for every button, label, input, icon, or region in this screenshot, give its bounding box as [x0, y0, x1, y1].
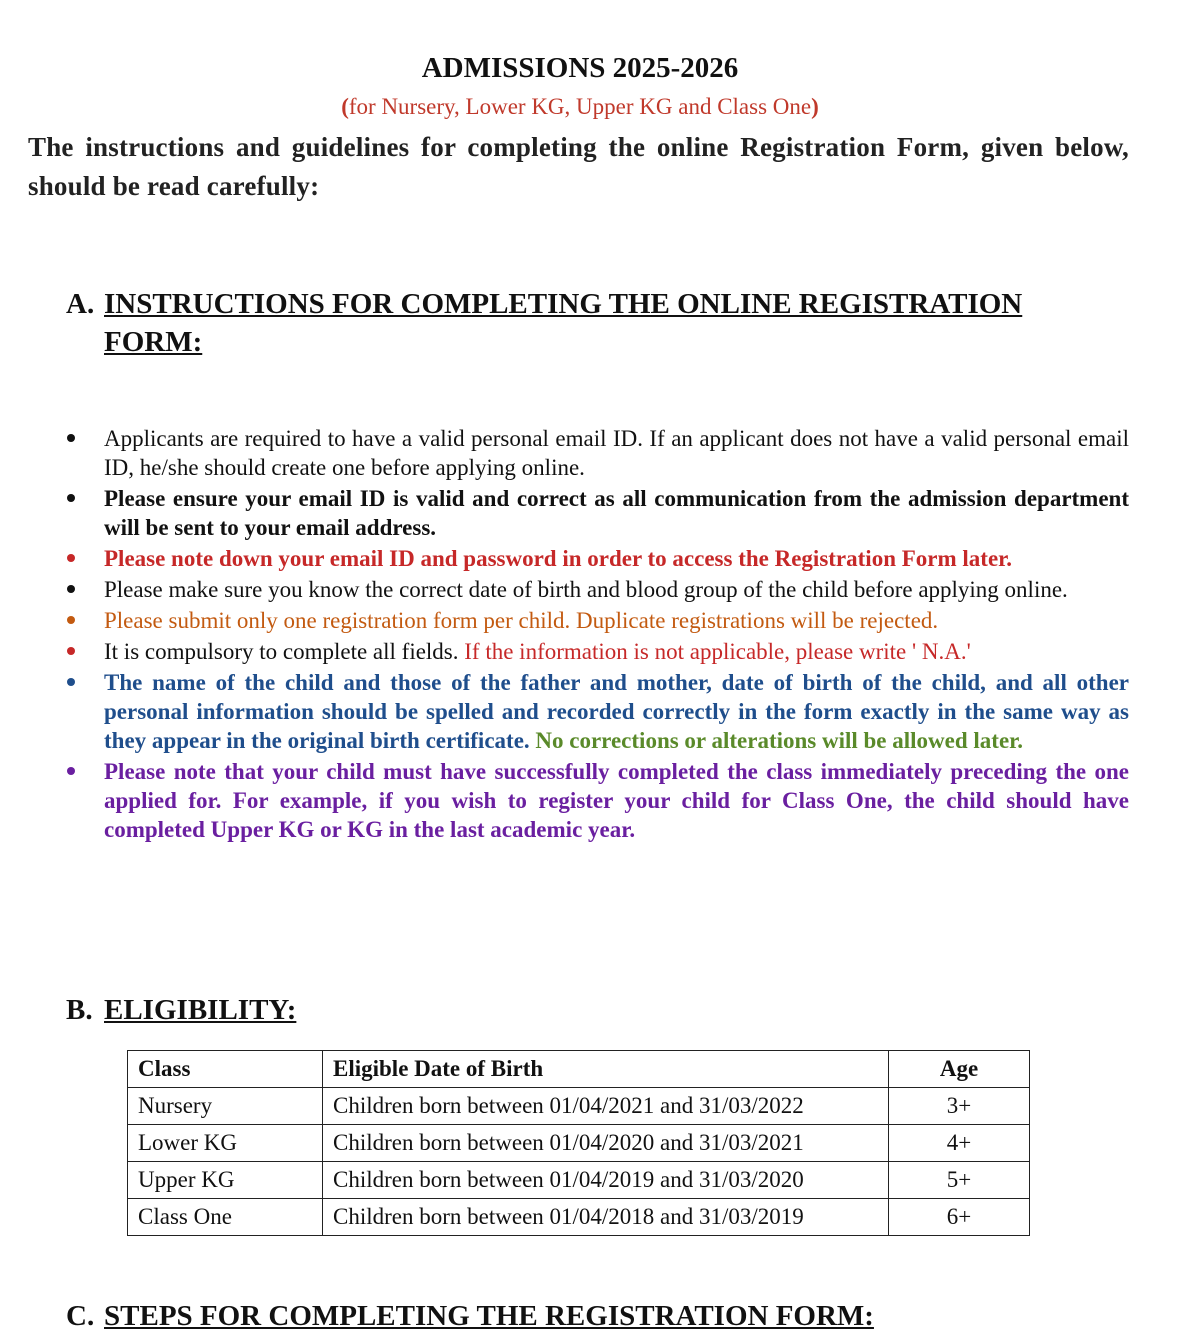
- list-item-text: Applicants are required to have a valid personal email ID. If an applicant does not have a valid personal email ID, he/she should create one before applying online.: [104, 426, 1129, 480]
- table-cell: 3+: [889, 1088, 1030, 1125]
- section-a-title: INSTRUCTIONS FOR COMPLETING THE ONLINE REGISTRATION FORM:: [104, 288, 1023, 358]
- bullet-icon: [67, 585, 75, 593]
- bullet-icon: [67, 767, 75, 775]
- list-item: [66, 757, 1129, 844]
- bullet-icon: [67, 616, 75, 624]
- bullet-icon: [67, 434, 75, 442]
- section-b-letter: B.: [66, 994, 93, 1026]
- section-c-title: STEPS FOR COMPLETING THE REGISTRATION FORM:: [104, 1300, 874, 1332]
- table-cell: Children born between 01/04/2020 and 31/03/2021: [323, 1125, 889, 1162]
- section-a-heading: [66, 285, 1044, 361]
- list-item-text-highlight: If the information is not applicable, please write ' N.A.': [464, 639, 971, 664]
- list-item: [66, 424, 1129, 482]
- list-item: [66, 668, 1129, 755]
- table-cell: 5+: [889, 1162, 1030, 1199]
- table-cell: Children born between 01/04/2021 and 31/03/2022: [323, 1088, 889, 1125]
- list-item: [66, 575, 1129, 604]
- list-item: [66, 606, 1129, 635]
- section-c-heading: [66, 1297, 1044, 1335]
- subtitle-close-paren: ): [811, 94, 819, 119]
- subtitle-text: for Nursery, Lower KG, Upper KG and Class One: [348, 94, 812, 119]
- table-row: [128, 1125, 1030, 1162]
- subtitle-open-paren: (: [341, 94, 349, 119]
- table-header-cell: Class: [128, 1051, 323, 1088]
- table-cell: Nursery: [128, 1088, 323, 1125]
- table-row: [128, 1088, 1030, 1125]
- table-row: [128, 1199, 1030, 1236]
- list-item: [66, 637, 1129, 666]
- section-c-letter: C.: [66, 1300, 95, 1332]
- table-cell: Lower KG: [128, 1125, 323, 1162]
- section-a-letter: A.: [66, 288, 95, 320]
- list-item-text: It is compulsory to complete all fields.: [104, 639, 459, 664]
- page-title: ADMISSIONS 2025-2026: [421, 52, 739, 84]
- instructions-list: [66, 424, 1129, 846]
- list-item-text: Please make sure you know the correct date of birth and blood group of the child before applying online.: [104, 577, 1068, 602]
- table-header-cell: Age: [889, 1051, 1030, 1088]
- eligibility-table: [127, 1050, 1030, 1236]
- table-header-row: [128, 1051, 1030, 1088]
- list-item: [66, 484, 1129, 542]
- bullet-icon: [67, 494, 75, 502]
- list-item-text: The name of the child and those of the father and mother, date of birth of the child, and all other personal information should be spelled and recorded correctly in the form exactly in the same way as they appear in the original birth certificate.: [104, 670, 1129, 753]
- section-b-title: ELIGIBILITY:: [104, 994, 297, 1026]
- table-row: [128, 1162, 1030, 1199]
- list-item-text: Please note that your child must have successfully completed the class immediately preceding the one applied for. For example, if you wish to register your child for Class One, the child should have completed Upper KG or KG in the last academic year.: [104, 759, 1129, 842]
- intro-paragraph: The instructions and guidelines for completing the online Registration Form, given below, should be read carefully:: [28, 132, 1129, 201]
- table-cell: Children born between 01/04/2018 and 31/03/2019: [323, 1199, 889, 1236]
- bullet-icon: [67, 647, 75, 655]
- bullet-icon: [67, 554, 75, 562]
- table-cell: Children born between 01/04/2019 and 31/03/2020: [323, 1162, 889, 1199]
- list-item: [66, 544, 1129, 573]
- list-item-text: Please ensure your email ID is valid and correct as all communication from the admission department will be sent to your email address.: [104, 486, 1129, 540]
- list-item-text-highlight: No corrections or alterations will be allowed later.: [535, 728, 1024, 753]
- section-b-heading: [66, 991, 1044, 1029]
- table-cell: Upper KG: [128, 1162, 323, 1199]
- table-cell: 6+: [889, 1199, 1030, 1236]
- bullet-icon: [67, 678, 75, 686]
- page-subtitle: [0, 94, 1160, 120]
- table-header-cell: Eligible Date of Birth: [323, 1051, 889, 1088]
- table-cell: Class One: [128, 1199, 323, 1236]
- table-cell: 4+: [889, 1125, 1030, 1162]
- list-item-text: Please submit only one registration form per child. Duplicate registrations will be rejected.: [104, 608, 939, 633]
- list-item-text: Please note down your email ID and password in order to access the Registration Form later.: [104, 546, 1013, 571]
